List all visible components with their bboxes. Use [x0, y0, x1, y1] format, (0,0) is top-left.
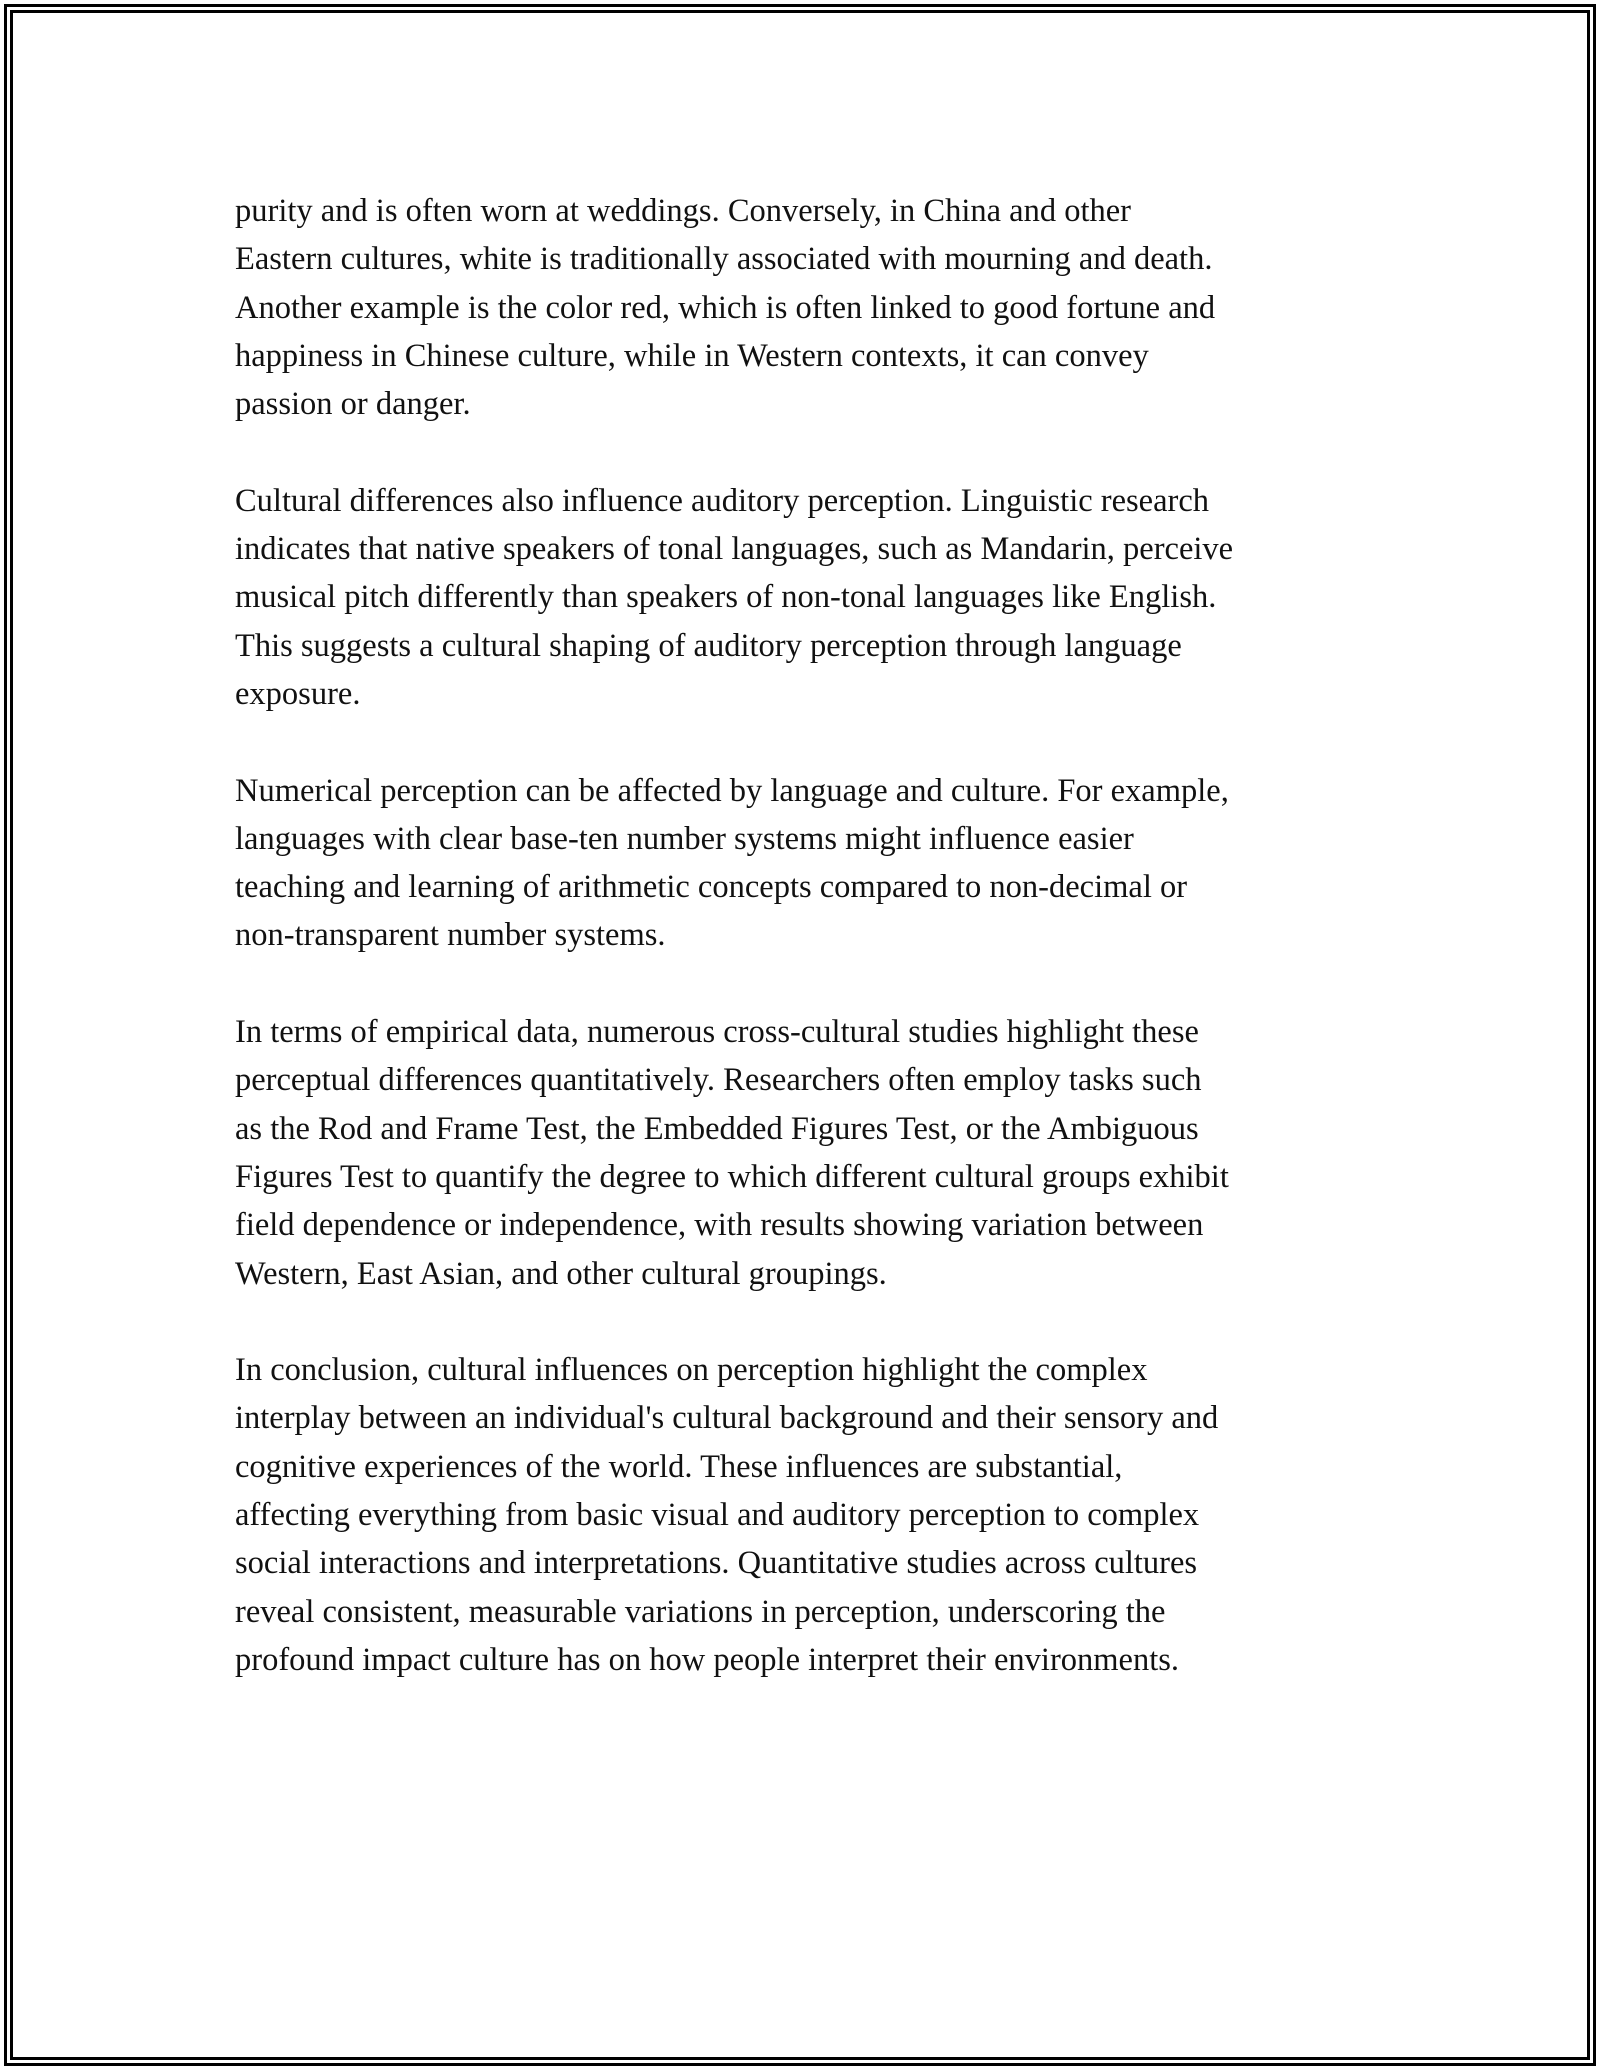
paragraph-color-symbolism: purity and is often worn at weddings. Conversely, in China and other Eastern cultures, white is traditionally associated with mourning and death. Another example is the color red, which is often linked to good fortune and happiness in Chinese culture, while in Western contexts, it can convey passion or danger. — [235, 193, 1216, 423]
document-body — [235, 187, 1365, 1733]
paragraph-empirical-data: In terms of empirical data, numerous cross-cultural studies highlight these perceptual differences quantitatively. Researchers often employ tasks such as the Rod and Frame Test, the Embedded Figures Test, or the Ambiguous Figures Test to quantify the degree to which different cultural groups exhibit field dependence or independence, with results showing variation between Western, East Asian, and other cultural groupings. — [235, 1014, 1229, 1292]
paragraph-numerical-perception: Numerical perception can be affected by language and culture. For example, languages with clear base-ten number systems might influence easier teaching and learning of arithmetic concepts compared to non-decimal or non-transparent number systems. — [235, 772, 1229, 954]
paragraph-auditory-perception: Cultural differences also influence auditory perception. Linguistic research indicates that native speakers of tonal languages, such as Mandarin, perceive musical pitch differently than speakers of non-tonal languages like English. This suggests a cultural shaping of auditory perception through language exposure. — [235, 482, 1234, 712]
paragraph-conclusion: In conclusion, cultural influences on perception highlight the complex interplay between an individual's cultural background and their sensory and cognitive experiences of the world. These influences are substantial, affecting everything from basic visual and auditory perception to complex social interactions and interpretations. Quantitative studies across cultures reveal consistent, measurable variations in perception, underscoring the profound impact culture has on how people interpret their environments. — [235, 1352, 1219, 1678]
